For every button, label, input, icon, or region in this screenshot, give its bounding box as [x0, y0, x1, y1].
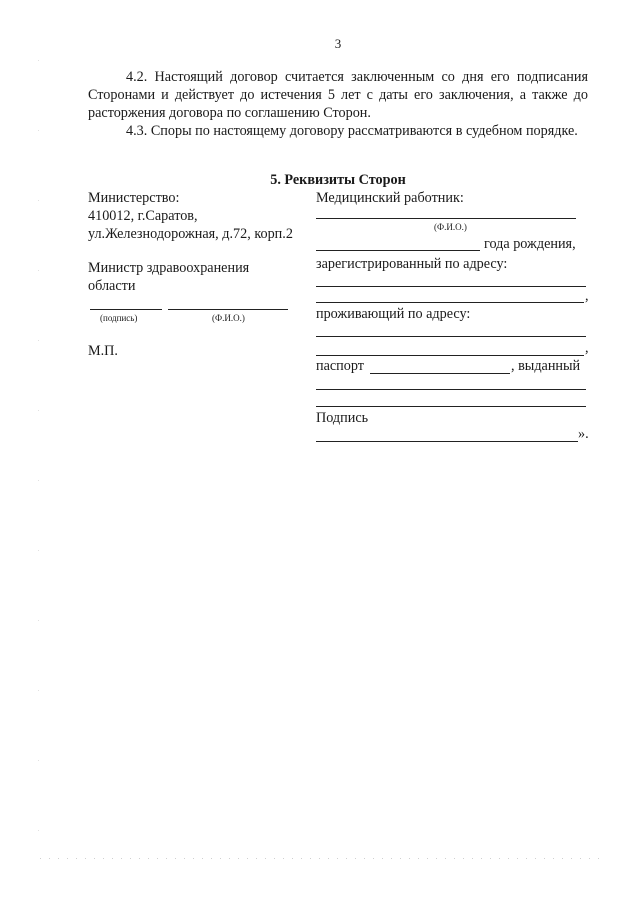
worker-signature-label: Подпись	[316, 410, 369, 426]
clause-4-2	[88, 68, 588, 122]
registered-address-label: зарегистрированный по адресу:	[316, 256, 508, 272]
stamp-placeholder: М.П.	[88, 343, 118, 359]
passport-issued-label: , выданный	[511, 358, 581, 374]
minister-fio-caption: (Ф.И.О.)	[212, 313, 245, 323]
signature-caption: (подпись)	[100, 313, 138, 323]
clause-4-2-first-line: 4.2. Настоящий договор считается заключенным со дня его подписания	[126, 69, 588, 85]
passport-number-line[interactable]	[370, 373, 510, 374]
passport-label: паспорт	[316, 358, 364, 374]
clause-4-3-continuation: порядке.	[525, 123, 578, 139]
passport-issuer-line1[interactable]	[316, 389, 586, 390]
minister-signature-line[interactable]	[90, 309, 162, 310]
closing-quote: ».	[578, 426, 589, 442]
worker-signature-line[interactable]	[316, 441, 578, 442]
page-number: 3	[334, 36, 342, 51]
ministry-address-line1: 410012, г.Саратов,	[88, 208, 198, 224]
clause-4-3	[88, 122, 588, 140]
medical-worker-title: Медицинский работник:	[316, 190, 464, 206]
birth-year-line[interactable]	[316, 250, 480, 251]
minister-fio-line[interactable]	[168, 309, 288, 310]
residence-address-line1[interactable]	[316, 336, 586, 337]
ministry-name: Министерство:	[88, 190, 180, 206]
residence-address-label: проживающий по адресу:	[316, 306, 471, 322]
worker-fio-line[interactable]	[316, 218, 576, 219]
worker-fio-caption: (Ф.И.О.)	[434, 222, 467, 232]
clause-4-2-continuation: Сторонами и действует до истечения 5 лет с даты его заключения, а также до расторжения договора по соглашению Сторон.	[88, 87, 588, 121]
minister-position-line2: области	[88, 278, 136, 294]
scan-bottom-dots	[40, 858, 600, 859]
registered-address-comma: ,	[585, 288, 589, 304]
residence-address-comma: ,	[585, 340, 589, 356]
section-title: 5. Реквизиты Сторон	[270, 172, 406, 188]
minister-position-line1: Министр здравоохранения	[88, 260, 250, 276]
registered-address-line1[interactable]	[316, 286, 586, 287]
passport-issuer-line2[interactable]	[316, 406, 586, 407]
clause-4-3-first-line: 4.3. Споры по настоящему договору рассматриваются в судебном	[126, 123, 523, 139]
registered-address-line2[interactable]	[316, 302, 584, 303]
birth-year-label: года рождения,	[484, 236, 576, 252]
ministry-address-line2: ул.Железнодорожная, д.72, корп.2	[88, 226, 293, 242]
residence-address-line2[interactable]	[316, 355, 584, 356]
